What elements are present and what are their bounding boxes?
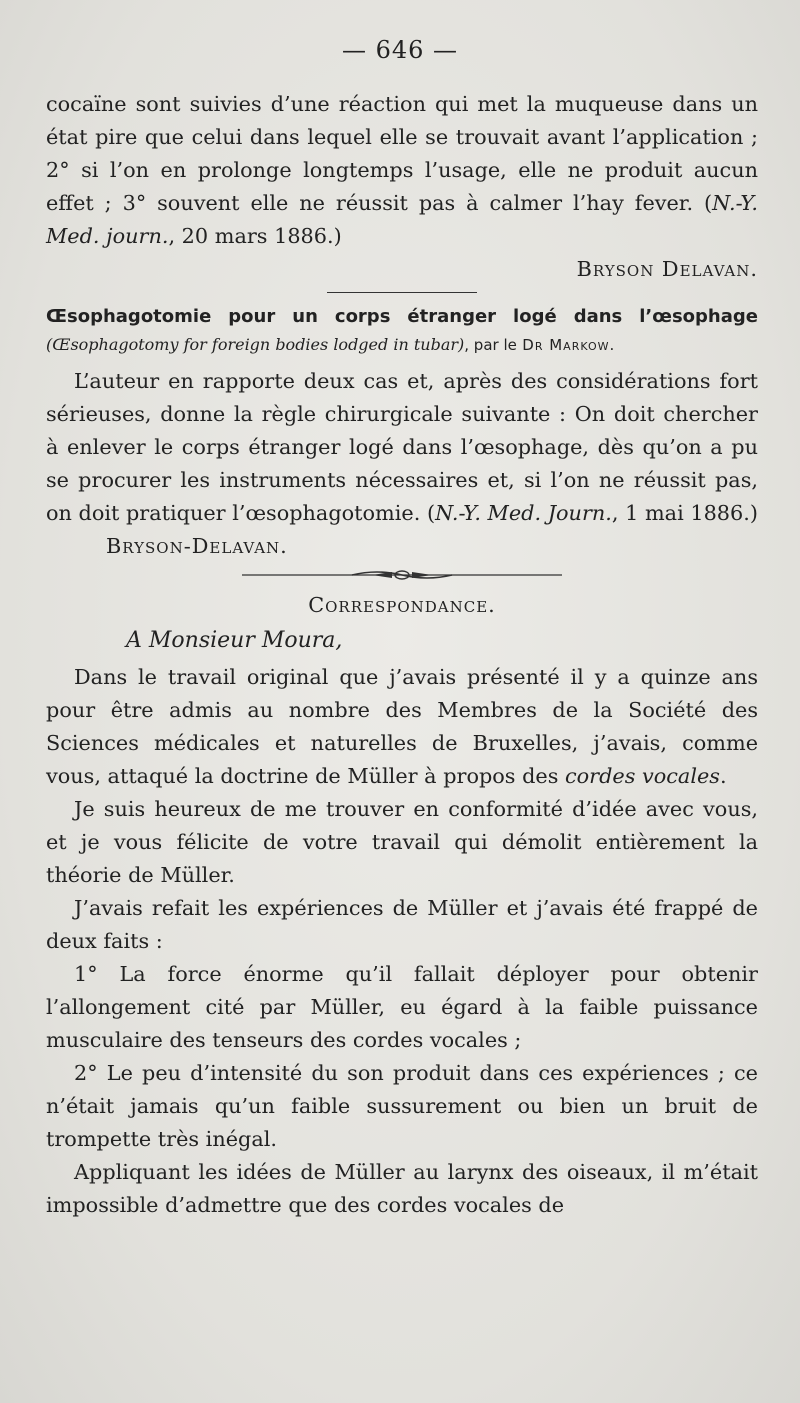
page-number: — 646 — <box>341 36 459 64</box>
letter-paragraph: J’avais refait les expériences de Müller et j’avais été frappé de deux faits : <box>46 896 758 953</box>
article-reference-date: , 1 mai 1886.) <box>611 501 758 525</box>
article-author: Dr Markow. <box>522 336 616 354</box>
article-signature: Bryson-Delavan. <box>106 534 288 558</box>
letter-paragraph: Je suis heureux de me trouver en conformité d’idée avec vous, et je vous félicite de votre travail qui démolit entièrement la théorie de Müller. <box>46 797 758 887</box>
paragraph-text: Dans le travail original que j’avais présenté il y a quinze ans pour être admis au nombre des Membres de la Société des Sciences médicales et naturelles de Bruxelles, j’avais, comme vous, attaqué la doctrine de Müller à propos des <box>46 665 758 788</box>
article-text: L’auteur en rapporte deux cas et, après des considérations fort sérieuses, donne la règle chirurgicale suivante : On doit chercher à enlever le corps étranger logé dans l’œsophage, dès qu’on a pu se procurer les instruments nécessaires et, si l’on ne réussit pas, on doit pratiquer l’œsophagotomie. ( <box>46 369 758 525</box>
letter-paragraph <box>46 661 758 793</box>
page-body <box>46 88 758 1222</box>
paragraph-text: cocaïne sont suivies d’une réaction qui met la muqueuse dans un état pire que celui dans lequel elle se trouvait avant l’application ; 2° si l’on en prolonge longtemps l’usage, elle ne produit aucun effet ; 3° souvent elle ne réussit pas à calmer l’hay fever. ( <box>46 92 758 215</box>
reference-date: , 20 mars 1886.) <box>168 224 342 248</box>
article-heading <box>46 303 758 359</box>
ornament-divider <box>242 567 562 583</box>
section-rule <box>327 292 477 293</box>
article-title: Œsophagotomie pour un corps étranger logé dans l’œsophage <box>46 306 758 327</box>
article-body <box>46 365 758 563</box>
emphasis-text: cordes vocales <box>565 764 720 788</box>
paragraph-end: . <box>719 764 727 788</box>
letter-paragraph: Appliquant les idées de Müller au larynx des oiseaux, il m’était impossible d’admettre que des cordes vocales de <box>46 1160 758 1217</box>
journal-reference: N.-Y. Med. journ. <box>46 191 758 248</box>
list-item: 2° Le peu d’intensité du son produit dans ces expériences ; ce n’était jamais qu’un faible sussurement ou bien un bruit de trompette très inégal. <box>46 1061 758 1151</box>
article-reference: N.-Y. Med. Journ. <box>435 501 612 525</box>
salutation: A Monsieur Moura, <box>126 628 343 653</box>
article-by: , par le <box>464 336 517 354</box>
list-item: 1° La force énorme qu’il fallait déployer pour obtenir l’allongement cité par Müller, eu égard à la faible puissance musculaire des tenseurs des cordes vocales ; <box>46 962 758 1052</box>
author-signature: Bryson Delavan. <box>576 257 758 281</box>
article-subtitle: (Œsophagotomy for foreign bodies lodged in tubar) <box>46 335 465 354</box>
section-heading: Correspondance. <box>308 593 496 617</box>
paragraph-continuation <box>46 88 758 253</box>
